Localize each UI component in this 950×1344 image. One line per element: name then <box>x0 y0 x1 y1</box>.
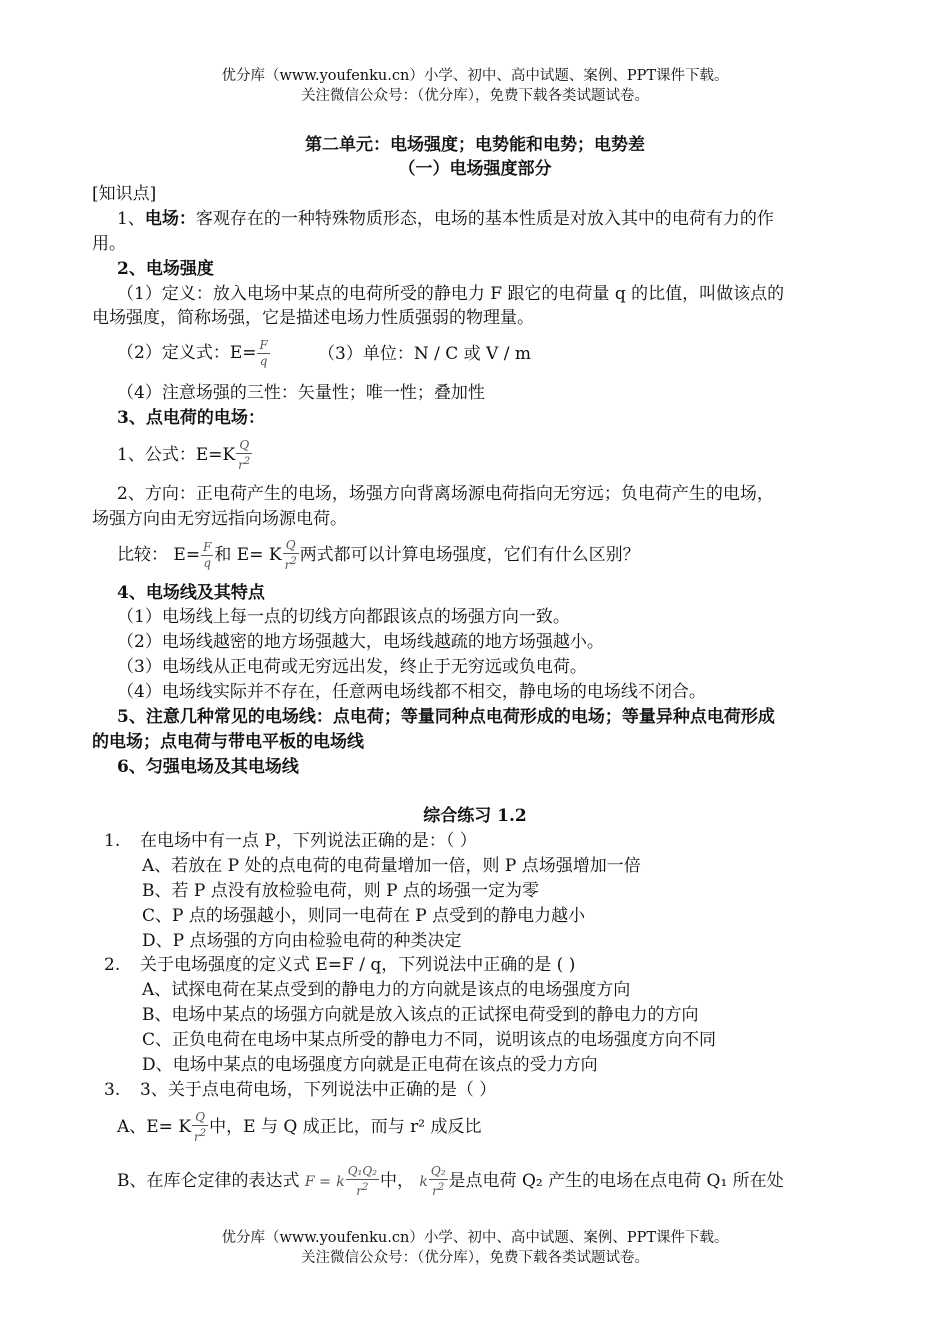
q3-option-b <box>117 1164 784 1199</box>
section-subtitle: （一）电场强度部分 <box>398 159 552 179</box>
compare-mid: 和 E= K <box>214 545 282 565</box>
q3-number: 3. <box>104 1080 121 1100</box>
section-4-item: （3）电场线从正电荷或无穷远出发，终止于无穷远或负电荷。 <box>117 657 587 677</box>
exercise-title: 综合练习 1.2 <box>423 806 527 826</box>
q2-option-d: D、电场中某点的电场强度方向就是正电荷在该点的受力方向 <box>142 1055 598 1075</box>
q1-option-d: D、P 点场强的方向由检验电荷的种类决定 <box>142 931 462 951</box>
q1-option-c: C、P 点的场强越小，则同一电荷在 P 点受到的静电力越小 <box>142 906 586 926</box>
fraction-Q-over-r2: $\frac{Q}{r^2}$ <box>194 1110 207 1144</box>
header-line-1: 优分库（www.youfenku.cn）小学、初中、高中试题、案例、PPT课件下载。 <box>221 68 729 84</box>
formula-label: （2）定义式：E= <box>117 343 257 363</box>
q2-stem: 关于电场强度的定义式 E=F / q，下列说法中正确的是 ( ) <box>140 955 576 975</box>
q2-option-a: A、试探电荷在某点受到的静电力的方向就是该点的电场强度方向 <box>142 980 631 1000</box>
fraction-Q-over-r2 <box>236 438 252 473</box>
q1-stem: 在电场中有一点 P，下列说法正确的是：（ ） <box>140 831 477 851</box>
knowledge-p1 <box>117 207 774 231</box>
section-3-formula-row <box>117 438 253 473</box>
footer-line-2: 关注微信公众号：（优分库），免费下载各类试题试卷。 <box>301 1250 649 1266</box>
q3-option-a <box>117 1110 481 1145</box>
fraction-F-over-q: $\frac{F}{q}$ <box>203 540 212 570</box>
footer-line-1: 优分库（www.youfenku.cn）小学、初中、高中试题、案例、PPT课件下载。 <box>221 1230 729 1246</box>
frac-num: F <box>259 338 268 352</box>
formula-label: 1、公式：E=K <box>117 445 236 465</box>
section-3-heading: 3、点电荷的电场： <box>117 408 265 428</box>
q2-option-c: C、正负电荷在电场中某点所受的静电力不同，说明该点的电场强度方向不同 <box>142 1030 717 1050</box>
q2-number: 2. <box>104 955 121 975</box>
compare-row <box>117 538 640 573</box>
q3-a-post: 中，E 与 Q 成正比，而与 r² 成反比 <box>209 1117 482 1137</box>
coulomb-k2: k <box>419 1174 428 1190</box>
section-3-direction-cont: 场强方向由无穷远指向场源电荷。 <box>92 509 347 529</box>
section-4-heading: 4、电场线及其特点 <box>117 583 265 603</box>
q3-a-pre: A、E= K <box>117 1117 192 1137</box>
section-2-heading: 2、电场强度 <box>117 259 214 279</box>
compare-post: 两式都可以计算电场强度，它们有什么区别？ <box>299 545 640 565</box>
fraction-Q1Q2-over-r2: $\frac{\text{Q₁Q₂}}{r^2}$ <box>347 1164 377 1198</box>
section-5-heading: 5、注意几种常见的电场线：点电荷；等量同种点电荷形成的电场；等量异种点电荷形成 <box>117 707 775 727</box>
q3-b-post: 是点电荷 Q₂ 产生的电场在点电荷 Q₁ 所在处 <box>448 1171 784 1191</box>
section-2-definition: （1）定义：放入电场中某点的电荷所受的静电力 F 跟它的电荷量 q 的比值，叫做该点的 <box>117 284 785 304</box>
q1-option-a: A、若放在 P 处的点电荷的电荷量增加一倍，则 P 点场强增加一倍 <box>142 856 641 876</box>
compare-pre: 比较： E= <box>117 545 201 565</box>
knowledge-label: [知识点] <box>92 184 157 204</box>
coulomb-k: k <box>336 1174 345 1190</box>
p1-num: 1、 <box>117 209 145 229</box>
q3-b-mid: 中， <box>380 1171 414 1191</box>
frac-den: $r^2$ <box>236 453 252 473</box>
header-line-2: 关注微信公众号：（优分库），免费下载各类试题试卷。 <box>301 88 649 104</box>
q3-b-pre: B、在库仑定律的表达式 <box>117 1171 300 1191</box>
p1-term: 电场： <box>144 209 196 229</box>
section-2-definition-cont: 电场强度，简称场强，它是描述电场力性质强弱的物理量。 <box>92 308 534 328</box>
section-2-properties: （4）注意场强的三性：矢量性；唯一性；叠加性 <box>117 383 485 403</box>
section-2-formula-row <box>117 338 271 369</box>
section-6-heading: 6、匀强电场及其电场线 <box>117 757 299 777</box>
q1-option-b: B、若 P 点没有放检验电荷，则 P 点的场强一定为零 <box>142 881 539 901</box>
q1-number: 1. <box>104 831 121 851</box>
section-4-item: （2）电场线越密的地方场强越大，电场线越疏的地方场强越小。 <box>117 632 604 652</box>
section-4-item: （1）电场线上每一点的切线方向都跟该点的场强方向一致。 <box>117 607 570 627</box>
frac-den: q <box>257 353 269 369</box>
frac-num: Q <box>239 438 250 452</box>
page-title: 第二单元：电场强度；电势能和电势；电势差 <box>305 135 645 155</box>
fraction-F-over-q <box>257 338 269 369</box>
knowledge-p1-cont: 用。 <box>92 234 126 254</box>
section-2-unit: （3）单位：N / C 或 V / m <box>318 344 531 364</box>
q3-stem: 3、关于点电荷电场，下列说法中正确的是（ ） <box>140 1080 497 1100</box>
section-3-direction: 2、方向：正电荷产生的电场，场强方向背离场源电荷指向无穷远；负电荷产生的电场， <box>117 484 774 504</box>
fraction-Q2-over-r2: $\frac{\text{Q₂}}{r^2}$ <box>430 1164 446 1198</box>
p1-text: 客观存在的一种特殊物质形态，电场的基本性质是对放入其中的电荷有力的作 <box>195 209 774 229</box>
q2-option-b: B、电场中某点的场强方向就是放入该点的正试探电荷受到的静电力的方向 <box>142 1005 699 1025</box>
fraction-Q-over-r2: $\frac{Q}{r^2}$ <box>284 538 297 572</box>
section-4-item: （4）电场线实际并不存在，任意两电场线都不相交，静电场的电场线不闭合。 <box>117 682 706 702</box>
coulomb-F-eq: F = <box>304 1174 331 1190</box>
section-5-heading-cont: 的电场；点电荷与带电平板的电场线 <box>92 732 364 752</box>
